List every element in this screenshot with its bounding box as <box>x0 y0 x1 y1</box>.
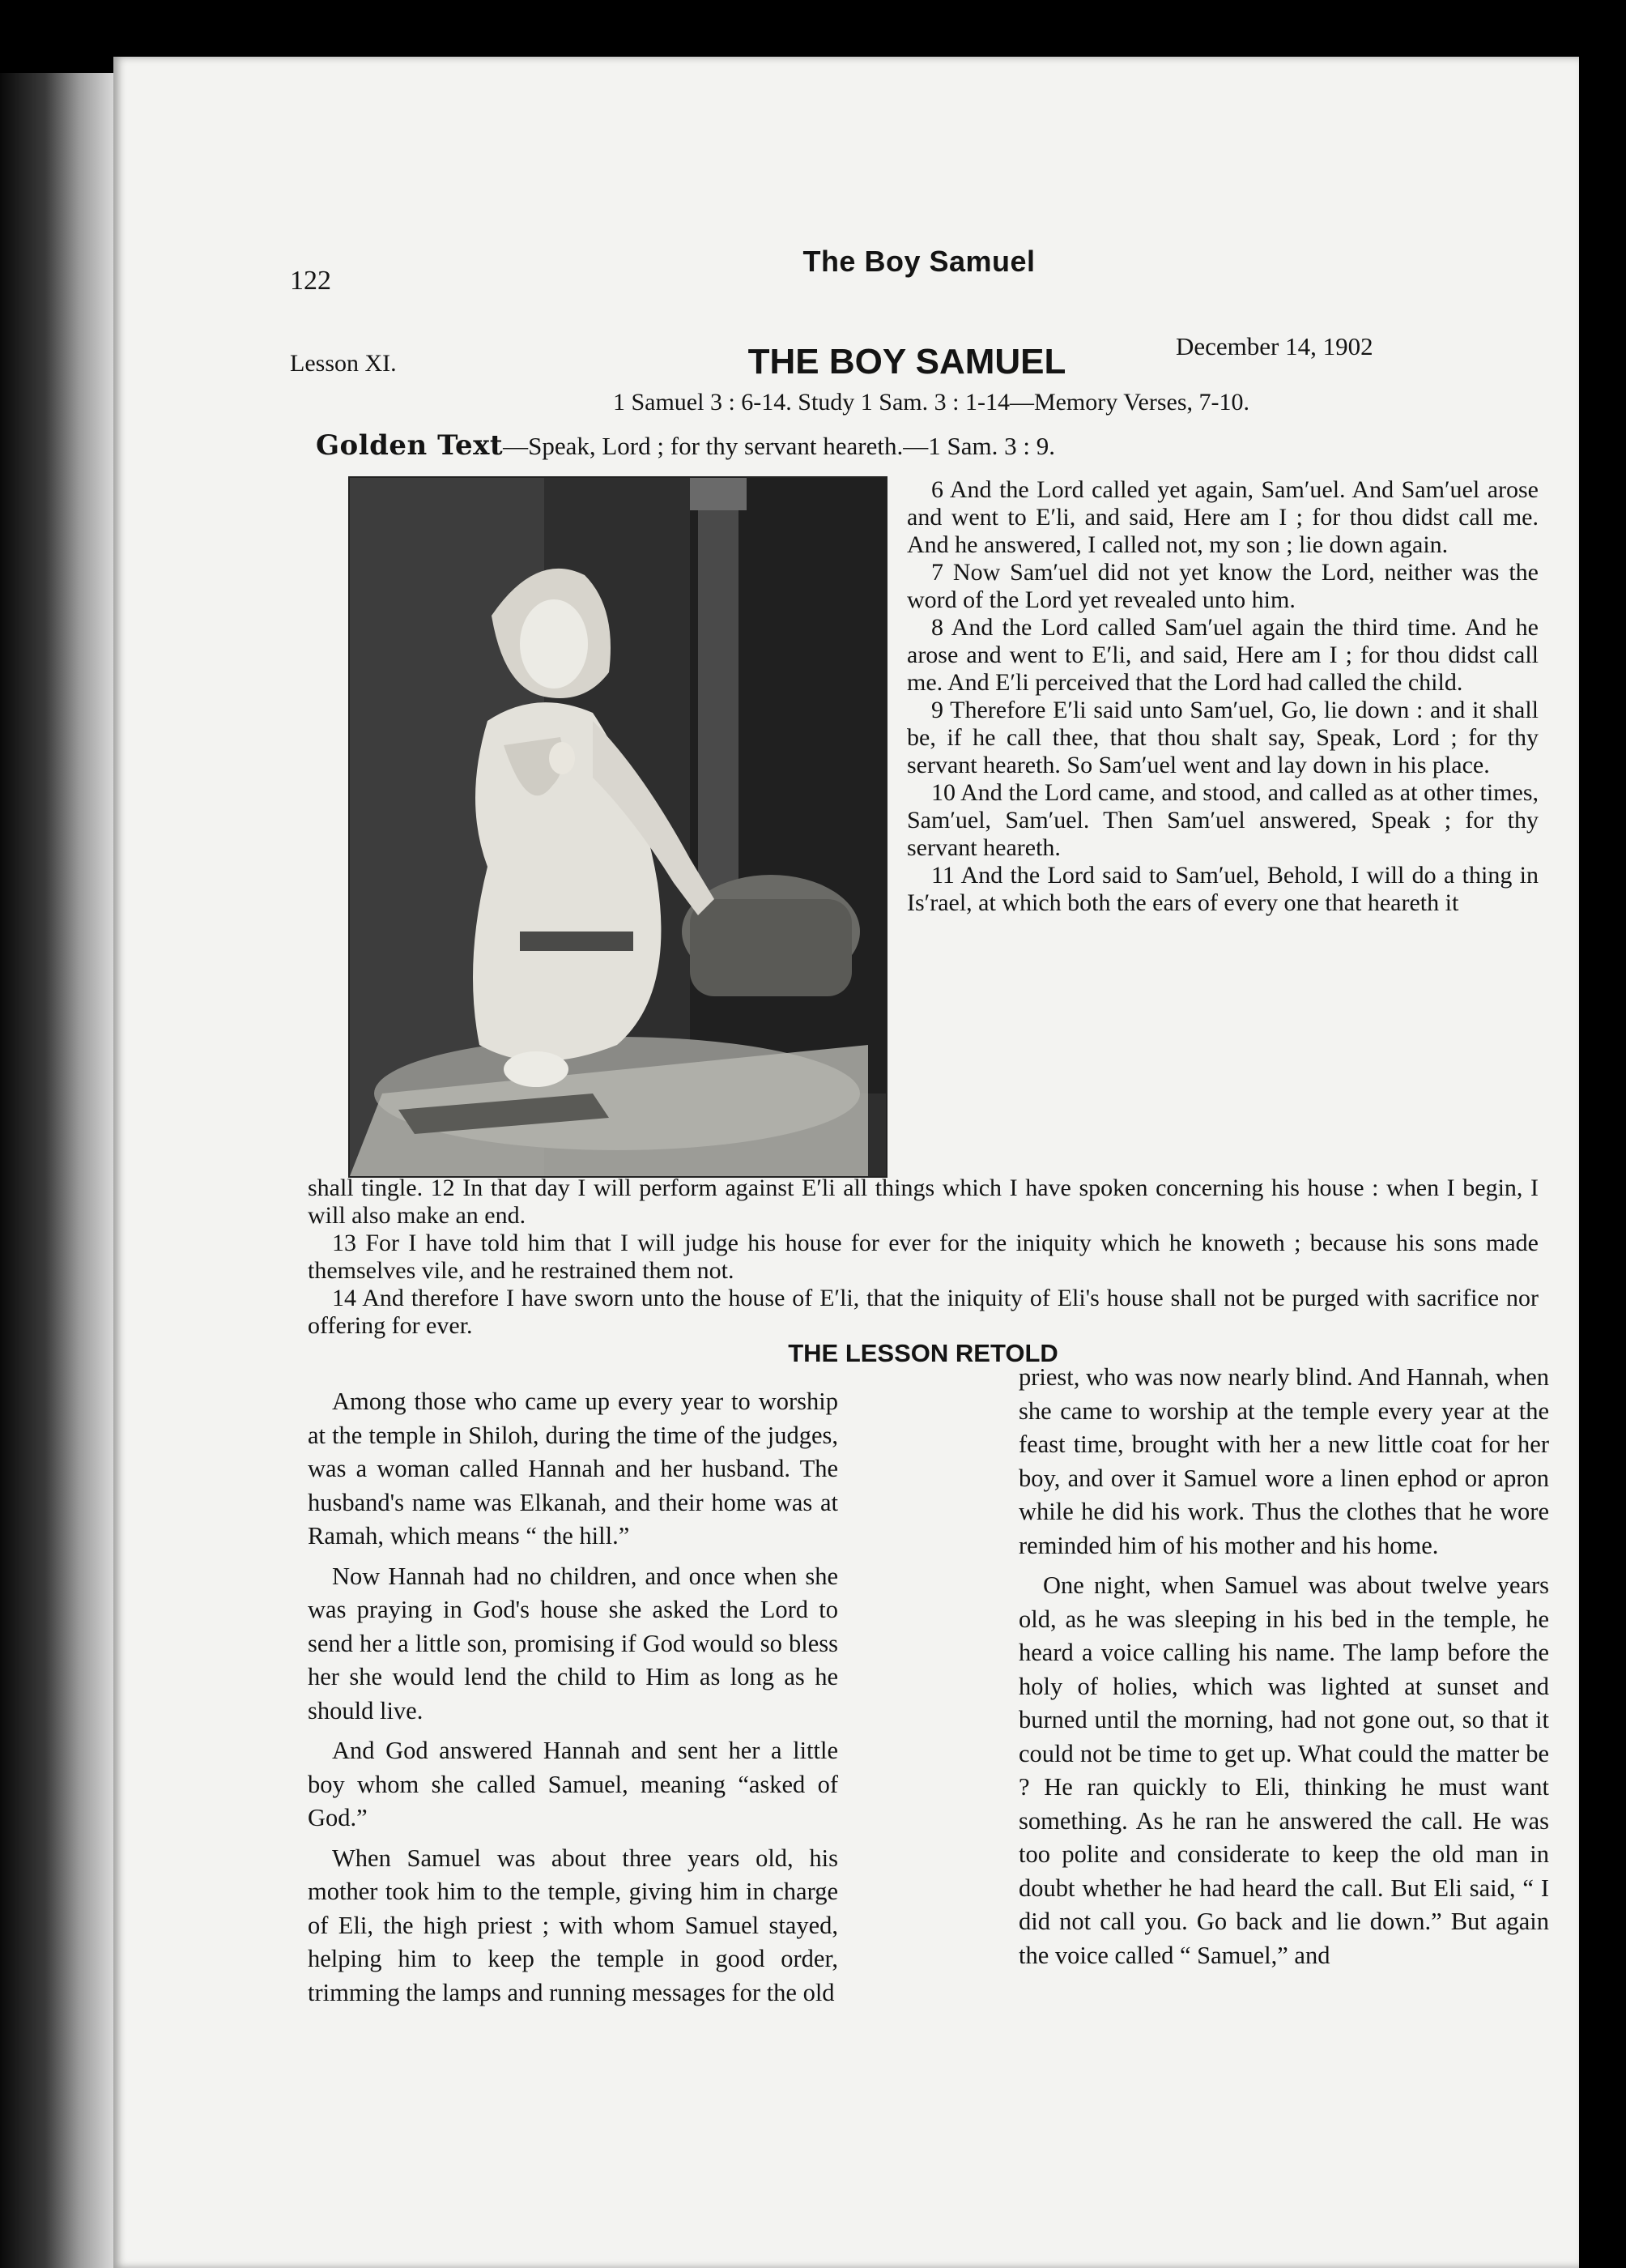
verse-10: 10 And the Lord came, and stood, and called as at other times, Sam′uel, Sam′uel. Then Sam′uel answered, Speak ; for thy servant heareth. <box>907 779 1539 861</box>
scan-right-edge <box>1579 57 1626 2268</box>
verse-8: 8 And the Lord called Sam′uel again the third time. And he arose and went to E′li, and said, Here am I ; for thou didst call me. And E′li perceived that the Lord had called the child. <box>907 614 1539 696</box>
scripture-reference: 1 Samuel 3 : 6-14. Study 1 Sam. 3 : 1-14—Memory Verses, 7-10. <box>612 389 1250 416</box>
retold-left-column <box>308 1385 838 2016</box>
verse-7: 7 Now Sam′uel did not yet know the Lord, neither was the word of the Lord yet revealed unto him. <box>907 559 1539 613</box>
verse-12: shall tingle. 12 In that day I will perform against E′li all things which I have spoken concerning his house : when I begin, I will also make an end. <box>308 1174 1539 1229</box>
retold-paragraph: priest, who was now nearly blind. And Hannah, when she came to worship at the temple every year at the feast time, brought with her a new little coat for her boy, and over it Samuel wore a linen ephod or apron while he did his work. Thus the clothes that he wore reminded him of his mother and his home. <box>1019 1363 1549 1559</box>
verse-6: 6 And the Lord called yet again, Sam′uel. And Sam′uel arose and went to E′li, and said, Here am I ; for thou didst call me. And he answered, I called not, my son ; lie down again. <box>907 476 1539 558</box>
golden-text-label: Golden Text <box>316 429 504 462</box>
running-head: The Boy Samuel <box>802 245 1036 278</box>
verse-9: 9 Therefore E′li said unto Sam′uel, Go, lie down : and it shall be, if he call thee, that thou shalt say, Speak, Lord ; for thy servant heareth. So Sam′uel went and lay down in his place. <box>907 697 1539 778</box>
lesson-date: December 14, 1902 <box>1176 332 1373 360</box>
retold-heading: THE LESSON RETOLD <box>788 1339 1058 1367</box>
golden-text-body: —Speak, Lord ; for thy servant heareth.—1 Sam. 3 : 9. <box>503 432 1055 460</box>
lesson-title: THE BOY SAMUEL <box>747 342 1066 382</box>
book-page <box>113 57 1579 2268</box>
retold-right-column <box>1019 1361 1549 1979</box>
page-number: 122 <box>290 266 331 296</box>
golden-text <box>316 429 1055 462</box>
retold-paragraph: Now Hannah had no children, and once when she was praying in God's house she asked the Lord to send her a little son, promising if God would so bless her she would lend the child to Him as long as he should live. <box>308 1562 838 1724</box>
lesson-number: Lesson XI. <box>290 350 397 377</box>
retold-paragraph: One night, when Samuel was about twelve years old, as he was sleeping in his bed in the temple, he heard a voice calling his name. The lamp before the holy of holies, which was lighted at sunset and burned until the morning, had not gone out, so that it could not be time to get up. What could the matter be ? He ran quickly to Eli, thinking he must want something. As he ran he answered the call. He was too polite and considerate to keep the old man in doubt whether he had heard the call. But Eli said, “ I did not call you. Go back and lie down.” But again the voice called “ Samuel,” and <box>1019 1571 1549 1969</box>
verse-13: 13 For I have told him that I will judge his house for ever for the iniquity which he knoweth ; because his sons made themselves vile, and he restrained them not. <box>308 1230 1539 1284</box>
samuel-kneeling-image <box>350 478 886 1176</box>
samuel-illustration <box>348 476 887 1178</box>
verses-full-width <box>308 1174 1539 1340</box>
retold-paragraph: Among those who came up every year to worship at the temple in Shiloh, during the time of the judges, was a woman called Hannah and her husband. The husband's name was Elkanah, and their home was at Ramah, which means “ the hill.” <box>308 1388 838 1550</box>
book-binding-edge <box>0 73 113 2268</box>
retold-paragraph: And God answered Hannah and sent her a little boy whom she called Samuel, meaning “asked of God.” <box>308 1737 838 1831</box>
verses-beside-image <box>907 476 1539 917</box>
verse-14: 14 And therefore I have sworn unto the house of E′li, that the iniquity of Eli's house shall not be purged with sacrifice nor offering for ever. <box>308 1285 1539 1339</box>
verse-11: 11 And the Lord said to Sam′uel, Behold, I will do a thing in Is′rael, at which both the ears of every one that heareth it <box>907 862 1539 916</box>
retold-paragraph: When Samuel was about three years old, his mother took him to the temple, giving him in charge of Eli, the high priest ; with whom Samuel stayed, helping him to keep the temple in good order, trimming the lamps and running messages for the old <box>308 1844 838 2006</box>
